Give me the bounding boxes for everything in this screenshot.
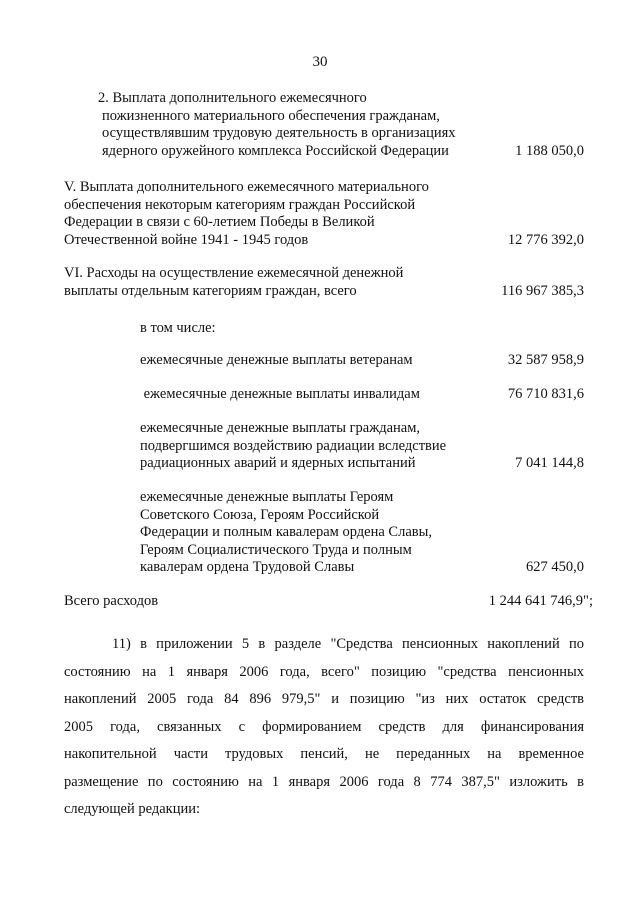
paragraph-line: накопительной части трудовых пенсий, не переданных на временное <box>64 746 584 762</box>
text-line: Героям Социалистического Труда и полным <box>140 541 412 558</box>
paragraph-11 <box>64 631 584 824</box>
text-line: Отечественной войне 1941 - 1945 годов <box>64 231 309 248</box>
text-line: V. Выплата дополнительного ежемесячного материального <box>64 179 429 195</box>
paragraph-line: размещение по состоянию на 1 января 2006 года 8 774 387,5" изложить в <box>64 773 584 790</box>
section-v-amount: 12 776 392,0 <box>507 231 584 248</box>
text-line: ежемесячные денежные выплаты ветеранам <box>140 352 413 368</box>
heroes-amount: 627 450,0 <box>526 559 584 575</box>
text-line: пожизненного материального обеспечения гражданам, <box>102 107 440 124</box>
paragraph-line: следующей редакции: <box>64 801 201 817</box>
section-v-text <box>64 179 429 249</box>
text-line: Федерации и полным кавалерам ордена Славы, <box>140 524 432 540</box>
item-2-text <box>98 90 456 160</box>
disabled-text <box>140 386 420 404</box>
radiation-amount: 7 041 144,8 <box>515 455 584 471</box>
including-label <box>140 320 216 338</box>
veterans-amount: 32 587 958,9 <box>507 352 584 368</box>
paragraph-line: 2005 года, связанных с формированием средств для финансирования <box>64 718 584 735</box>
text-line: Всего расходов <box>64 593 159 609</box>
text-line: ежемесячные денежные выплаты инвалидам <box>140 386 420 402</box>
text-line: обеспечения некоторым категориям граждан Российской <box>64 196 416 213</box>
text-line: радиационных аварий и ядерных испытаний <box>140 455 416 471</box>
page-number: 30 <box>312 54 328 70</box>
text-line: Федерации в связи с 60-летием Победы в Великой <box>64 214 375 230</box>
text-line: 2. Выплата дополнительного ежемесячного <box>98 90 367 106</box>
heroes-text <box>140 489 432 577</box>
text-line: подвергшимся воздействию радиации вследствие <box>140 437 447 454</box>
text-line: ядерного оружейного комплекса Российской Федерации <box>102 142 449 159</box>
text-line: ежемесячные денежные выплаты гражданам, <box>140 420 421 436</box>
text-line: Советского Союза, Героям Российской <box>140 506 380 523</box>
text-line: выплаты отдельным категориям граждан, всего <box>64 282 357 299</box>
section-vi-text <box>64 265 403 300</box>
text-line: ежемесячные денежные выплаты Героям <box>140 489 394 505</box>
total-label <box>64 593 158 611</box>
paragraph-line: накоплений 2005 года 84 896 979,5" и позицию "из них остаток средств <box>64 691 584 707</box>
text-line: кавалерам ордена Трудовой Славы <box>140 559 355 575</box>
section-vi-amount: 116 967 385,3 <box>501 282 584 299</box>
text-line: VI. Расходы на осуществление ежемесячной денежной <box>64 265 404 281</box>
paragraph-line: 11) в приложении 5 в разделе "Средства пенсионных накоплений по <box>112 636 584 652</box>
text-line: в том числе: <box>140 320 216 336</box>
radiation-text <box>140 420 446 473</box>
paragraph-line: состоянию на 1 января 2006 года, всего" позицию "средства пенсионных <box>64 663 584 680</box>
veterans-text <box>140 352 413 370</box>
total-amount: 1 244 641 746,9"; <box>488 593 593 609</box>
disabled-amount: 76 710 831,6 <box>507 386 584 402</box>
text-line: осуществлявшим трудовую деятельность в организациях <box>102 125 456 141</box>
item-2-amount: 1 188 050,0 <box>515 142 584 159</box>
